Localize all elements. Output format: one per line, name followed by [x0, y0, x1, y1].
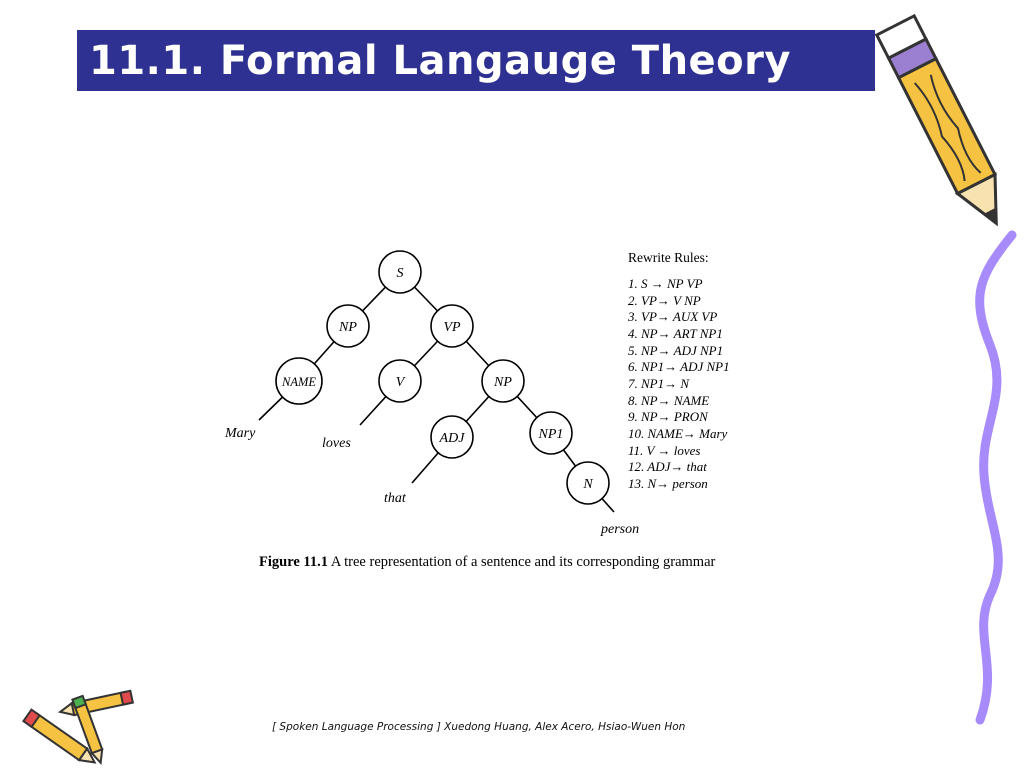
slide-footer: [ Spoken Language Processing ] Xuedong Huang, Alex Acero, Hsiao-Wuen Hon	[272, 721, 686, 733]
svg-text:VP: VP	[443, 320, 461, 335]
slide-title: 11.1. Formal Langauge Theory	[89, 37, 791, 84]
node-np1-top	[530, 412, 572, 454]
node-np-mid	[482, 360, 524, 402]
leaf-loves: loves	[322, 436, 351, 451]
rules-list	[627, 276, 730, 491]
svg-text:NAME: NAME	[281, 375, 317, 389]
rule-item: 7. NP1→ N	[628, 376, 690, 391]
rule-item: 3. VP→ AUX VP	[628, 309, 718, 324]
rule-item: 9. NP→ PRON	[628, 409, 708, 424]
svg-text:NP1: NP1	[538, 427, 564, 442]
node-vp-top	[431, 305, 473, 347]
rule-item: 8. NP→ NAME	[628, 393, 710, 408]
svg-text:NP: NP	[339, 320, 357, 335]
svg-text:V: V	[395, 375, 405, 390]
rule-item: 10. NAME→ Mary	[628, 426, 728, 441]
leaf-that: that	[384, 491, 406, 506]
node-name	[276, 358, 322, 404]
rule-item: 4. NP→ ART NP1	[628, 326, 723, 341]
rule-item: 6. NP1→ ADJ NP1	[628, 359, 730, 374]
rule-item: 12. ADJ→ that	[628, 459, 707, 474]
node-n	[567, 462, 609, 504]
leaf-mary: Mary	[225, 426, 256, 441]
rule-item: 11. V → loves	[628, 443, 701, 458]
rules-title: Rewrite Rules:	[628, 250, 709, 265]
figure-caption	[259, 554, 759, 571]
svg-text:NP: NP	[494, 375, 512, 390]
svg-text:N: N	[583, 477, 593, 492]
node-s	[379, 251, 421, 293]
rule-item: 2. VP→ V NP	[628, 293, 701, 308]
node-adj	[431, 416, 473, 458]
node-v	[379, 360, 421, 402]
svg-text:ADJ: ADJ	[439, 431, 465, 446]
caption-text: A tree representation of a sentence and its corresponding grammar	[328, 554, 716, 570]
rule-item: 1. S → NP VP	[628, 276, 703, 291]
rule-item: 13. N→ person	[628, 476, 708, 491]
caption-label: Figure 11.1	[259, 554, 329, 570]
svg-text:S: S	[396, 266, 404, 281]
leaf-person: person	[601, 522, 640, 537]
node-np-top	[327, 305, 369, 347]
rule-item: 5. NP→ ADJ NP1	[628, 343, 724, 358]
